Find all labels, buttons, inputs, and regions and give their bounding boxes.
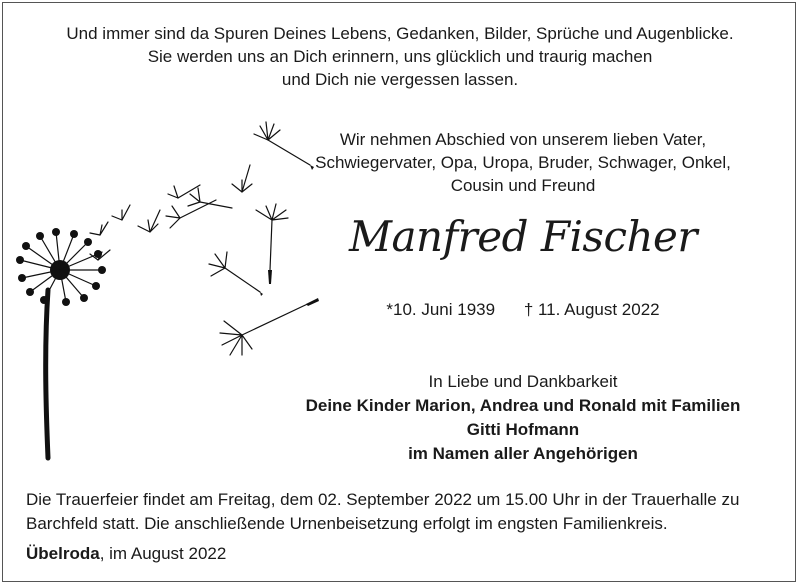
mourners-partner: Gitti Hofmann <box>466 420 580 439</box>
mourners-relatives: im Namen aller Angehörigen <box>408 444 638 463</box>
intro-line: Cousin und Freund <box>450 176 596 195</box>
intro-line: Wir nehmen Abschied von unserem lieben Vater, <box>339 130 707 149</box>
place-date-rest: , im August 2022 <box>99 544 227 563</box>
funeral-info <box>26 488 776 566</box>
mourners-intro: In Liebe und Dankbarkeit <box>428 372 618 391</box>
funeral-info-line: Barchfeld statt. Die anschließende Urnenbeisetzung erfolgt im engsten Familienkreis. <box>26 514 668 533</box>
verse-line: Und immer sind da Spuren Deines Lebens, Gedanken, Bilder, Sprüche und Augenblicke. <box>66 24 734 43</box>
mourners-children: Deine Kinder Marion, Andrea und Ronald mit Familien <box>305 396 741 415</box>
verse <box>0 22 800 91</box>
birth-date: *10. Juni 1939 <box>386 300 496 319</box>
place-name: Übelroda <box>26 544 100 563</box>
intro-line: Schwiegervater, Opa, Uropa, Bruder, Schwager, Onkel, <box>315 153 731 172</box>
funeral-info-line: Die Trauerfeier findet am Freitag, dem 02. September 2022 um 15.00 Uhr in der Trauerhalle zu <box>26 490 740 509</box>
life-dates <box>300 300 746 320</box>
intro <box>300 128 746 197</box>
death-date: † 11. August 2022 <box>523 300 660 319</box>
deceased-name: Manfred Fischer <box>349 212 697 261</box>
dandelion-illustration <box>10 110 340 470</box>
mourners <box>300 370 746 466</box>
place-date <box>26 542 776 566</box>
verse-line: und Dich nie vergessen lassen. <box>281 70 519 89</box>
verse-line: Sie werden uns an Dich erinnern, uns glücklich und traurig machen <box>147 47 653 66</box>
